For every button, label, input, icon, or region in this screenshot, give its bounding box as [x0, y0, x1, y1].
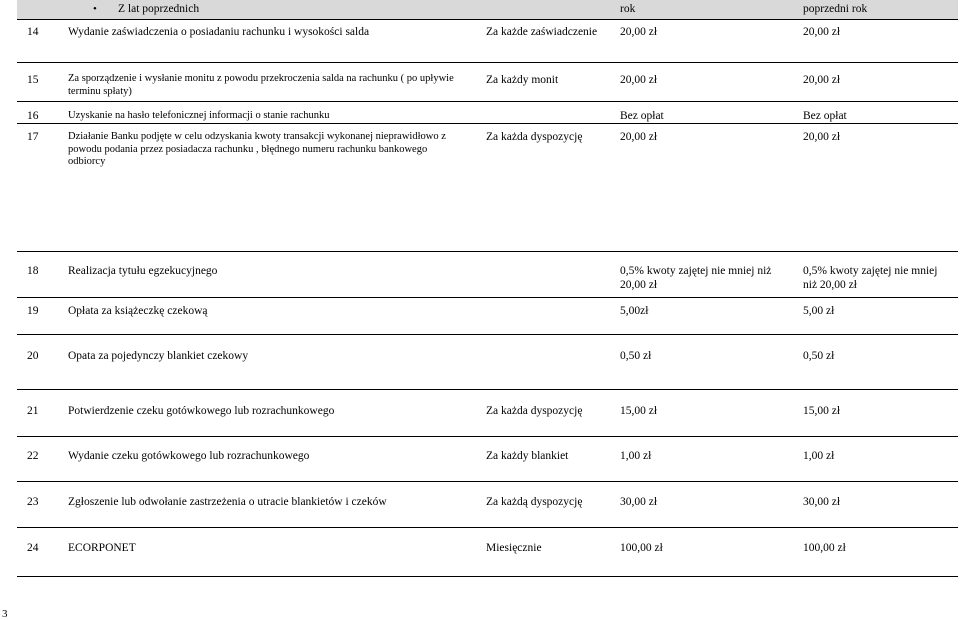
header-bullet: •	[93, 3, 97, 15]
row-number: 20	[27, 350, 39, 362]
row-number: 22	[27, 450, 39, 462]
row-previous: 20,00 zł	[803, 26, 841, 38]
row-current: 20,00 zł	[620, 131, 658, 143]
row-number: 16	[27, 110, 39, 122]
row-number: 21	[27, 405, 39, 417]
row-description: Wydanie zaświadczenia o posiadaniu rachunku i wysokości salda	[68, 26, 370, 38]
row-description: Działanie Banku podjęte w celu odzyskania kwoty transakcji wykonanej nieprawidłowo z powodu podania przez posiadacza rachunku , błędnego numeru rachunku bankowego odbiorcy	[68, 131, 446, 167]
separator	[17, 101, 958, 102]
row-number: 24	[27, 542, 39, 554]
row-current: 0,5% kwoty zajętej nie mniej niż 20,00 zł	[620, 265, 772, 291]
row-current: 30,00 zł	[620, 496, 658, 508]
row-description: Zgłoszenie lub odwołanie zastrzeżenia o utracie blankietów i czeków	[68, 496, 387, 508]
row-current: 20,00 zł	[620, 74, 658, 86]
row-number: 15	[27, 74, 39, 86]
row-current: Bez opłat	[620, 110, 664, 122]
separator	[17, 19, 958, 20]
separator	[17, 481, 958, 482]
row-description: Wydanie czeku gotówkowego lub rozrachunkowego	[68, 450, 310, 462]
row-current: 20,00 zł	[620, 26, 658, 38]
row-description: ECORPONET	[68, 542, 136, 554]
row-current: 0,50 zł	[620, 350, 652, 362]
row-previous: Bez opłat	[803, 110, 847, 122]
header-col-current: rok	[620, 3, 636, 15]
row-previous: 5,00 zł	[803, 305, 835, 317]
row-basis: Za każde zaświadczenie	[486, 26, 598, 38]
row-number: 14	[27, 26, 39, 38]
row-number: 23	[27, 496, 39, 508]
separator	[17, 251, 958, 252]
row-current: 15,00 zł	[620, 405, 658, 417]
row-previous: 30,00 zł	[803, 496, 841, 508]
row-previous: 0,50 zł	[803, 350, 835, 362]
row-basis: Za każdy monit	[486, 74, 559, 86]
row-basis: Miesięcznie	[486, 542, 542, 554]
row-number: 19	[27, 305, 39, 317]
row-current: 100,00 zł	[620, 542, 663, 554]
row-description: Za sporządzenie i wysłanie monitu z powodu przekroczenia salda na rachunku ( po upływie terminu spłaty)	[68, 73, 454, 97]
separator	[17, 62, 958, 63]
row-previous: 20,00 zł	[803, 131, 841, 143]
row-description: Uzyskanie na hasło telefonicznej informacji o stanie rachunku	[68, 110, 330, 121]
row-description: Potwierdzenie czeku gotówkowego lub rozrachunkowego	[68, 405, 335, 417]
row-previous: 15,00 zł	[803, 405, 841, 417]
separator	[17, 527, 958, 528]
row-previous: 0,5% kwoty zajętej nie mniej niż 20,00 zł	[803, 265, 938, 291]
separator	[17, 123, 958, 124]
separator	[17, 436, 958, 437]
row-description: Opłata za książeczkę czekową	[68, 305, 208, 317]
row-current: 5,00zł	[620, 305, 649, 317]
row-number: 17	[27, 131, 39, 143]
row-previous: 1,00 zł	[803, 450, 835, 462]
row-current: 1,00 zł	[620, 450, 652, 462]
header-label: Z lat poprzednich	[118, 3, 200, 15]
page-number: 3	[2, 608, 8, 620]
row-basis: Za każda dyspozycję	[486, 131, 583, 143]
row-number: 18	[27, 265, 39, 277]
separator	[17, 297, 958, 298]
row-basis: Za każdą dyspozycję	[486, 496, 583, 508]
separator	[17, 389, 958, 390]
row-basis: Za każdy blankiet	[486, 450, 569, 462]
row-basis: Za każda dyspozycję	[486, 405, 583, 417]
separator	[17, 576, 958, 577]
row-previous: 20,00 zł	[803, 74, 841, 86]
row-description: Opata za pojedynczy blankiet czekowy	[68, 350, 249, 362]
separator	[17, 334, 958, 335]
row-previous: 100,00 zł	[803, 542, 846, 554]
header-col-previous: poprzedni rok	[803, 3, 868, 15]
row-description: Realizacja tytułu egzekucyjnego	[68, 265, 218, 277]
